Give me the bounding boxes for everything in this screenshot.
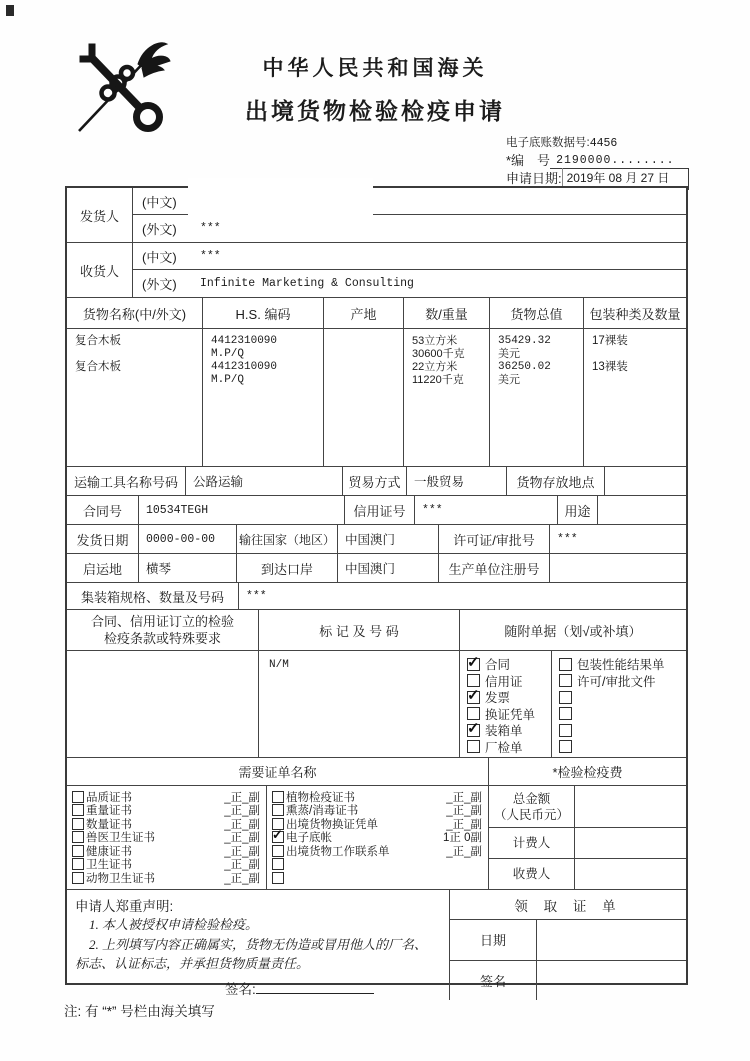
goods-value-cell — [490, 329, 584, 466]
chinese-name-label: (中文) — [142, 249, 177, 265]
dest-country-value: 中国澳门 — [338, 525, 439, 553]
checkbox-icon — [559, 674, 572, 687]
receipt-sign-value — [537, 961, 686, 1001]
footnote: 注: 有 “*” 号栏由海关填写 — [64, 1004, 215, 1019]
checkbox-icon — [467, 658, 480, 671]
checkbox-icon — [272, 804, 284, 816]
cert-item: ✓ 电子底帐 1正 0副 — [267, 831, 488, 845]
checkbox-icon — [467, 740, 480, 753]
goods-col-name: 货物名称(中/外文) — [67, 298, 203, 328]
vehicle-label: 运输工具名称号码 — [67, 467, 186, 495]
origin — [332, 348, 403, 361]
clauses-header: 合同、信用证订立的检验 检疫条款或特殊要求 — [67, 610, 259, 650]
cert-item: 兽医卫生证书 _正_副 — [67, 831, 266, 845]
certs-col2 — [267, 786, 489, 889]
checkbox-icon — [467, 691, 480, 704]
declaration-line3: 标志、认证标志，并承担货物质量责任。 — [75, 956, 310, 971]
consignee-row — [67, 243, 686, 298]
fee-header: *检验检疫费 — [552, 765, 623, 780]
hs-code: 4412310090 — [211, 361, 278, 373]
fee-total-row — [489, 786, 686, 828]
ledger-value: 4456 — [589, 137, 618, 150]
goods-pack-cell — [584, 329, 686, 466]
clauses-body-row — [67, 651, 686, 758]
cert-item: 出境货物换证凭单 _正_副 — [267, 817, 488, 831]
cert-item: 出境货物工作联系单 _正_副 — [267, 844, 488, 858]
shipper-fn-value: *** — [200, 222, 221, 235]
arrival-port-value: 中国澳门 — [338, 554, 439, 582]
checkbox-icon — [72, 872, 84, 884]
fee-calc-value — [575, 828, 686, 858]
checkbox-icon — [272, 858, 284, 870]
goods-hs-cell — [203, 329, 324, 466]
checkbox-icon — [559, 707, 572, 720]
departure-label: 启运地 — [67, 554, 139, 582]
receipt-date-row — [450, 920, 686, 961]
apply-date-value: 2019年 08 月 27 日 — [562, 168, 689, 190]
goods-name: 复合木板 — [75, 361, 121, 373]
form-title-doc: 出境货物检验检疫申请 — [245, 98, 505, 124]
clauses-header-row — [67, 610, 686, 651]
checkbox-icon — [559, 724, 572, 737]
checkbox-icon — [272, 831, 284, 843]
receipt-sign-row — [450, 961, 686, 1001]
checkbox-icon — [559, 658, 572, 671]
departure-row — [67, 554, 686, 583]
consignee-role-label: 收货人 — [67, 243, 133, 297]
fee-calc-label: 计费人 — [489, 828, 575, 858]
declaration-line2: 2. 上列填写内容正确属实，货物无伪造或冒用他人的厂名、 — [89, 936, 428, 952]
declaration-row — [67, 890, 686, 1000]
receipt-sign-label: 签名 — [450, 961, 537, 1001]
total-value: 36250.02 — [498, 361, 551, 373]
checkbox-icon — [559, 740, 572, 753]
checkbox-item: 厂检单 — [460, 739, 551, 756]
signature-line: 签名: — [75, 978, 441, 998]
cert-item: 重量证书 _正_副 — [67, 804, 266, 818]
attached-docs-col2 — [552, 651, 686, 757]
storage-value — [605, 467, 686, 495]
ledger-label: 电子底账数据号: — [506, 137, 590, 149]
checkbox-item — [552, 739, 686, 756]
total-value: 35429.32 — [498, 335, 551, 347]
checkbox-item: ✓ 合同 — [460, 656, 551, 673]
checkbox-item: 信用证 — [460, 673, 551, 690]
cert-item: 熏蒸/消毒证书 _正_副 — [267, 804, 488, 818]
checkbox-icon — [72, 818, 84, 830]
certs-col1 — [67, 786, 267, 889]
qty-weight: 30600千克 — [412, 348, 465, 360]
contract-value: 10534TEGH — [139, 496, 345, 524]
fee-collect-label: 收费人 — [489, 859, 575, 889]
contract-row — [67, 496, 686, 525]
trade-mode-value: 一般贸易 — [407, 467, 507, 495]
goods-col-hs: H.S. 编码 — [203, 298, 324, 328]
permit-value: *** — [557, 532, 578, 546]
producer-reg-label: 生产单位注册号 — [439, 554, 550, 582]
permit-label: 许可证/审批号 — [439, 525, 550, 553]
hs-sub: M.P/Q — [211, 348, 245, 360]
currency: 美元 — [498, 374, 520, 386]
contract-label: 合同号 — [67, 496, 139, 524]
arrival-port-label: 到达口岸 — [237, 554, 338, 582]
shipper-row — [67, 188, 686, 243]
goods-name: 复合木板 — [75, 335, 121, 347]
pack-qty: 13裸装 — [592, 361, 628, 373]
form-table — [65, 186, 688, 997]
declaration-title: 申请人郑重声明: — [75, 899, 174, 914]
receipt-header: 领 取 证 单 — [450, 890, 686, 920]
receipt-date-label: 日期 — [450, 920, 537, 960]
producer-reg-value — [550, 554, 686, 582]
checkbox-item: ✓ 发票 — [460, 689, 551, 706]
chinese-name-label: (中文) — [142, 194, 177, 210]
container-label: 集装箱规格、数量及号码 — [67, 583, 239, 609]
signature-blank — [256, 981, 374, 994]
consignee-cn-value: *** — [200, 249, 221, 263]
transport-row — [67, 467, 686, 496]
serial-label: *编 号 — [506, 153, 551, 168]
qty-volume: 22立方米 — [412, 361, 458, 373]
receipt-area — [450, 890, 686, 1000]
cert-item: 数量证书 _正_副 — [67, 817, 266, 831]
certs-body-row — [67, 786, 686, 890]
checkbox-item — [552, 722, 686, 739]
hs-code: 4412310090 — [211, 335, 278, 347]
cert-item: 品质证书 _正_副 — [67, 790, 266, 804]
storage-label: 货物存放地点 — [507, 467, 605, 495]
lc-value: *** — [415, 496, 558, 524]
ship-date-label: 发货日期 — [67, 525, 139, 553]
trade-mode-label: 贸易方式 — [343, 467, 407, 495]
declaration-cell — [67, 890, 450, 1000]
serial-number-line — [506, 150, 689, 169]
checkbox-item: 包装性能结果单 — [552, 656, 686, 673]
checkbox-item: 许可/审批文件 — [552, 673, 686, 690]
checkbox-icon — [72, 845, 84, 857]
scan-artifact — [6, 5, 14, 16]
checkbox-item: ✓ 装箱单 — [460, 722, 551, 739]
checkbox-item — [552, 706, 686, 723]
cert-item: 卫生证书 _正_副 — [67, 858, 266, 872]
goods-header-row — [67, 298, 686, 329]
fee-calc-row — [489, 828, 686, 859]
checkbox-item: 换证凭单 — [460, 706, 551, 723]
cert-item — [267, 858, 488, 872]
usage-label: 用途 — [558, 496, 598, 524]
checkbox-icon — [272, 872, 284, 884]
attached-docs-header: 随附单据（划√或补填） — [504, 623, 642, 639]
cert-item: 动物卫生证书 _正_副 — [67, 871, 266, 885]
origin — [332, 335, 403, 348]
cert-item: 健康证书 _正_副 — [67, 844, 266, 858]
qty-volume: 53立方米 — [412, 335, 458, 347]
fee-total-label: 总金额 （人民币元） — [489, 786, 575, 827]
checkbox-icon — [72, 804, 84, 816]
cert-item: 植物检疫证书 _正_副 — [267, 790, 488, 804]
container-row — [67, 583, 686, 610]
shipper-role-label: 发货人 — [67, 188, 133, 242]
checkbox-icon — [467, 724, 480, 737]
goods-qty-cell — [404, 329, 490, 466]
checkbox-icon — [72, 791, 84, 803]
clauses-value — [67, 651, 259, 757]
usage-value — [598, 496, 686, 524]
checkbox-icon — [272, 845, 284, 857]
departure-value: 横琴 — [139, 554, 237, 582]
pack-qty: 17裸装 — [592, 335, 628, 347]
marks-header: 标 记 及 号 码 — [259, 610, 460, 650]
currency: 美元 — [498, 348, 520, 360]
consignee-fn-value: Infinite Marketing & Consulting — [200, 277, 414, 290]
vehicle-value: 公路运输 — [186, 467, 343, 495]
ship-date-row — [67, 525, 686, 554]
attached-docs-col1 — [460, 651, 552, 757]
goods-origin-cell — [324, 329, 404, 466]
goods-body-row — [67, 329, 686, 467]
checkbox-icon — [272, 791, 284, 803]
redaction-overlay — [188, 178, 373, 215]
hs-sub: M.P/Q — [211, 374, 245, 386]
certs-header: 需要证单名称 — [67, 758, 489, 785]
fee-collect-value — [575, 859, 686, 889]
certs-header-row — [67, 758, 686, 786]
ledger-number-line — [506, 134, 617, 150]
foreign-name-label: (外文) — [142, 222, 177, 237]
goods-name-cell — [67, 329, 203, 466]
checkbox-icon — [72, 858, 84, 870]
receipt-date-value — [537, 920, 686, 960]
ship-date-value: 0000-00-00 — [139, 525, 237, 553]
foreign-name-label: (外文) — [142, 277, 177, 292]
checkbox-item — [552, 689, 686, 706]
checkbox-icon — [72, 831, 84, 843]
cert-item — [267, 871, 488, 885]
declaration-line1: 1. 本人被授权申请检验检疫。 — [89, 917, 259, 932]
goods-col-origin: 产地 — [324, 298, 404, 328]
checkbox-icon — [559, 691, 572, 704]
marks-value: N/M — [259, 651, 460, 757]
fee-total-value — [575, 786, 686, 827]
fee-area — [489, 786, 686, 889]
lc-label: 信用证号 — [345, 496, 415, 524]
dest-country-label: 输往国家（地区） — [237, 525, 338, 553]
qty-weight: 11220千克 — [412, 374, 464, 386]
apply-date-label: 申请日期: — [506, 171, 562, 186]
goods-col-value: 货物总值 — [490, 298, 584, 328]
goods-col-pack: 包装种类及数量 — [589, 306, 681, 322]
fee-collect-row — [489, 859, 686, 889]
goods-col-qty: 数/重量 — [404, 298, 490, 328]
form-title-org: 中华人民共和国海关 — [262, 57, 488, 80]
container-value: *** — [246, 589, 267, 603]
serial-value: 2190000........ — [550, 154, 689, 169]
